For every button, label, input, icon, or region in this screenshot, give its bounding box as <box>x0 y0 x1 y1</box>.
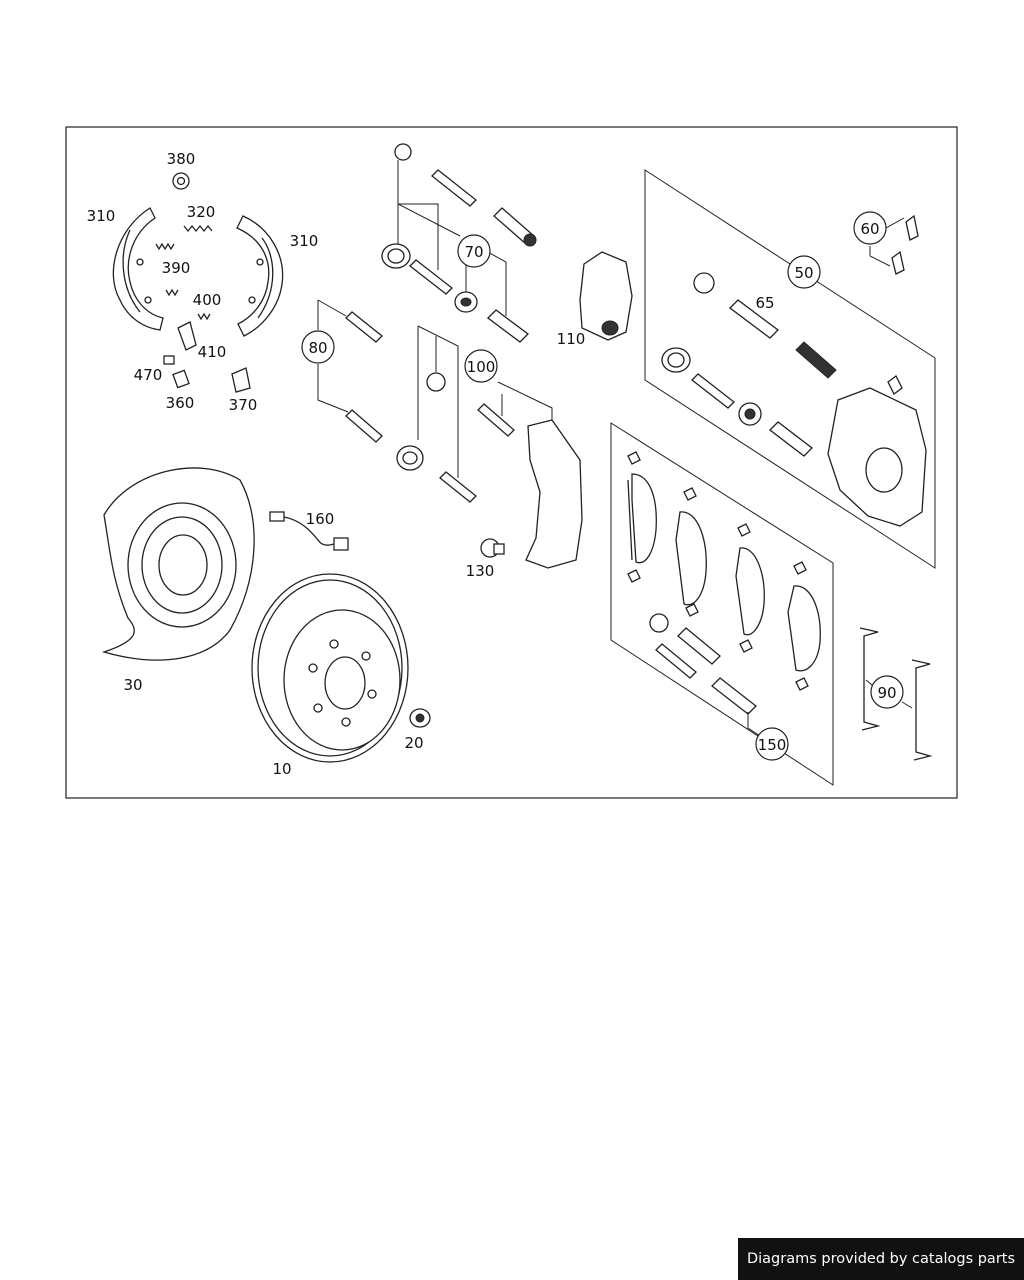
brake-pad-c <box>736 548 764 635</box>
spring-400b <box>198 314 210 319</box>
pin-50 <box>770 422 812 456</box>
bleeder-valve-50 <box>888 376 902 394</box>
part-label-65: 65 <box>755 294 775 312</box>
adjuster-star-380 <box>173 173 189 189</box>
lever-410 <box>178 322 196 350</box>
bolt-80a <box>346 312 382 342</box>
bushing-50 <box>739 403 761 425</box>
part-label-470: 470 <box>133 366 163 384</box>
bolt-80b <box>346 410 382 442</box>
pin-150a <box>678 628 720 664</box>
part-label-160: 160 <box>305 510 335 528</box>
part-label-410: 410 <box>197 343 227 361</box>
part-label-320: 320 <box>186 203 216 221</box>
sleeve-70 <box>494 208 536 246</box>
pin-150b <box>712 678 756 714</box>
pin-470 <box>164 356 174 364</box>
part-label-360: 360 <box>165 394 195 412</box>
boot-50 <box>662 348 690 372</box>
part-label-110: 110 <box>556 330 586 348</box>
part-label-310-left: 310 <box>86 207 116 225</box>
part-label-130: 130 <box>465 562 495 580</box>
part-label-50: 50 <box>794 264 814 282</box>
caliper-110-piston <box>602 321 618 335</box>
part-label-20: 20 <box>404 734 424 752</box>
brake-pad-b <box>676 512 706 605</box>
brake-shoe-left <box>113 208 163 330</box>
pin-70b <box>488 310 528 342</box>
bushing-70 <box>455 292 477 312</box>
part-label-380: 380 <box>166 150 196 168</box>
part-label-370: 370 <box>228 396 258 414</box>
part-label-310-right: 310 <box>289 232 319 250</box>
spring-320 <box>184 226 212 231</box>
part-label-10: 10 <box>272 760 292 778</box>
clip-90b <box>912 660 930 760</box>
brake-shoe-right <box>237 216 283 336</box>
caliper-50 <box>828 388 926 526</box>
footer-banner <box>738 1238 1024 1280</box>
brake-pad-d <box>788 586 820 671</box>
boot-100 <box>397 446 423 470</box>
part-label-390: 390 <box>161 259 191 277</box>
brake-pad-a <box>628 474 656 563</box>
sleeve-50 <box>796 342 836 378</box>
bolt-70 <box>410 260 452 294</box>
bolt-50 <box>692 374 734 408</box>
screw-20 <box>410 709 430 727</box>
bolt-130 <box>481 539 504 557</box>
footer-text: Diagrams provided by catalogs parts <box>746 1251 1016 1267</box>
caliper-bracket-100 <box>526 420 582 568</box>
part-label-90: 90 <box>877 684 897 702</box>
part-label-30: 30 <box>123 676 143 694</box>
brake-rotor-10 <box>252 574 408 762</box>
boot-70 <box>382 244 410 268</box>
spring-400a <box>166 290 178 295</box>
cap-70a <box>395 144 411 160</box>
clip-90a <box>860 628 878 730</box>
part-label-400: 400 <box>192 291 222 309</box>
cover-370 <box>232 368 250 392</box>
guide-pin-70a <box>432 170 476 206</box>
part-label-150: 150 <box>757 736 787 754</box>
part-label-60: 60 <box>860 220 880 238</box>
cap-50 <box>694 273 714 293</box>
leader-150 <box>748 712 760 736</box>
part-label-100: 100 <box>466 358 496 376</box>
spring-390 <box>156 244 174 249</box>
part-label-80: 80 <box>308 339 328 357</box>
clip-360 <box>173 370 189 387</box>
bleeder-valve-60 <box>892 216 918 274</box>
pin-100 <box>478 404 514 436</box>
part-label-70: 70 <box>464 243 484 261</box>
nut-150 <box>650 614 668 632</box>
dust-shield-30 <box>104 468 254 660</box>
nut-100 <box>427 373 445 391</box>
